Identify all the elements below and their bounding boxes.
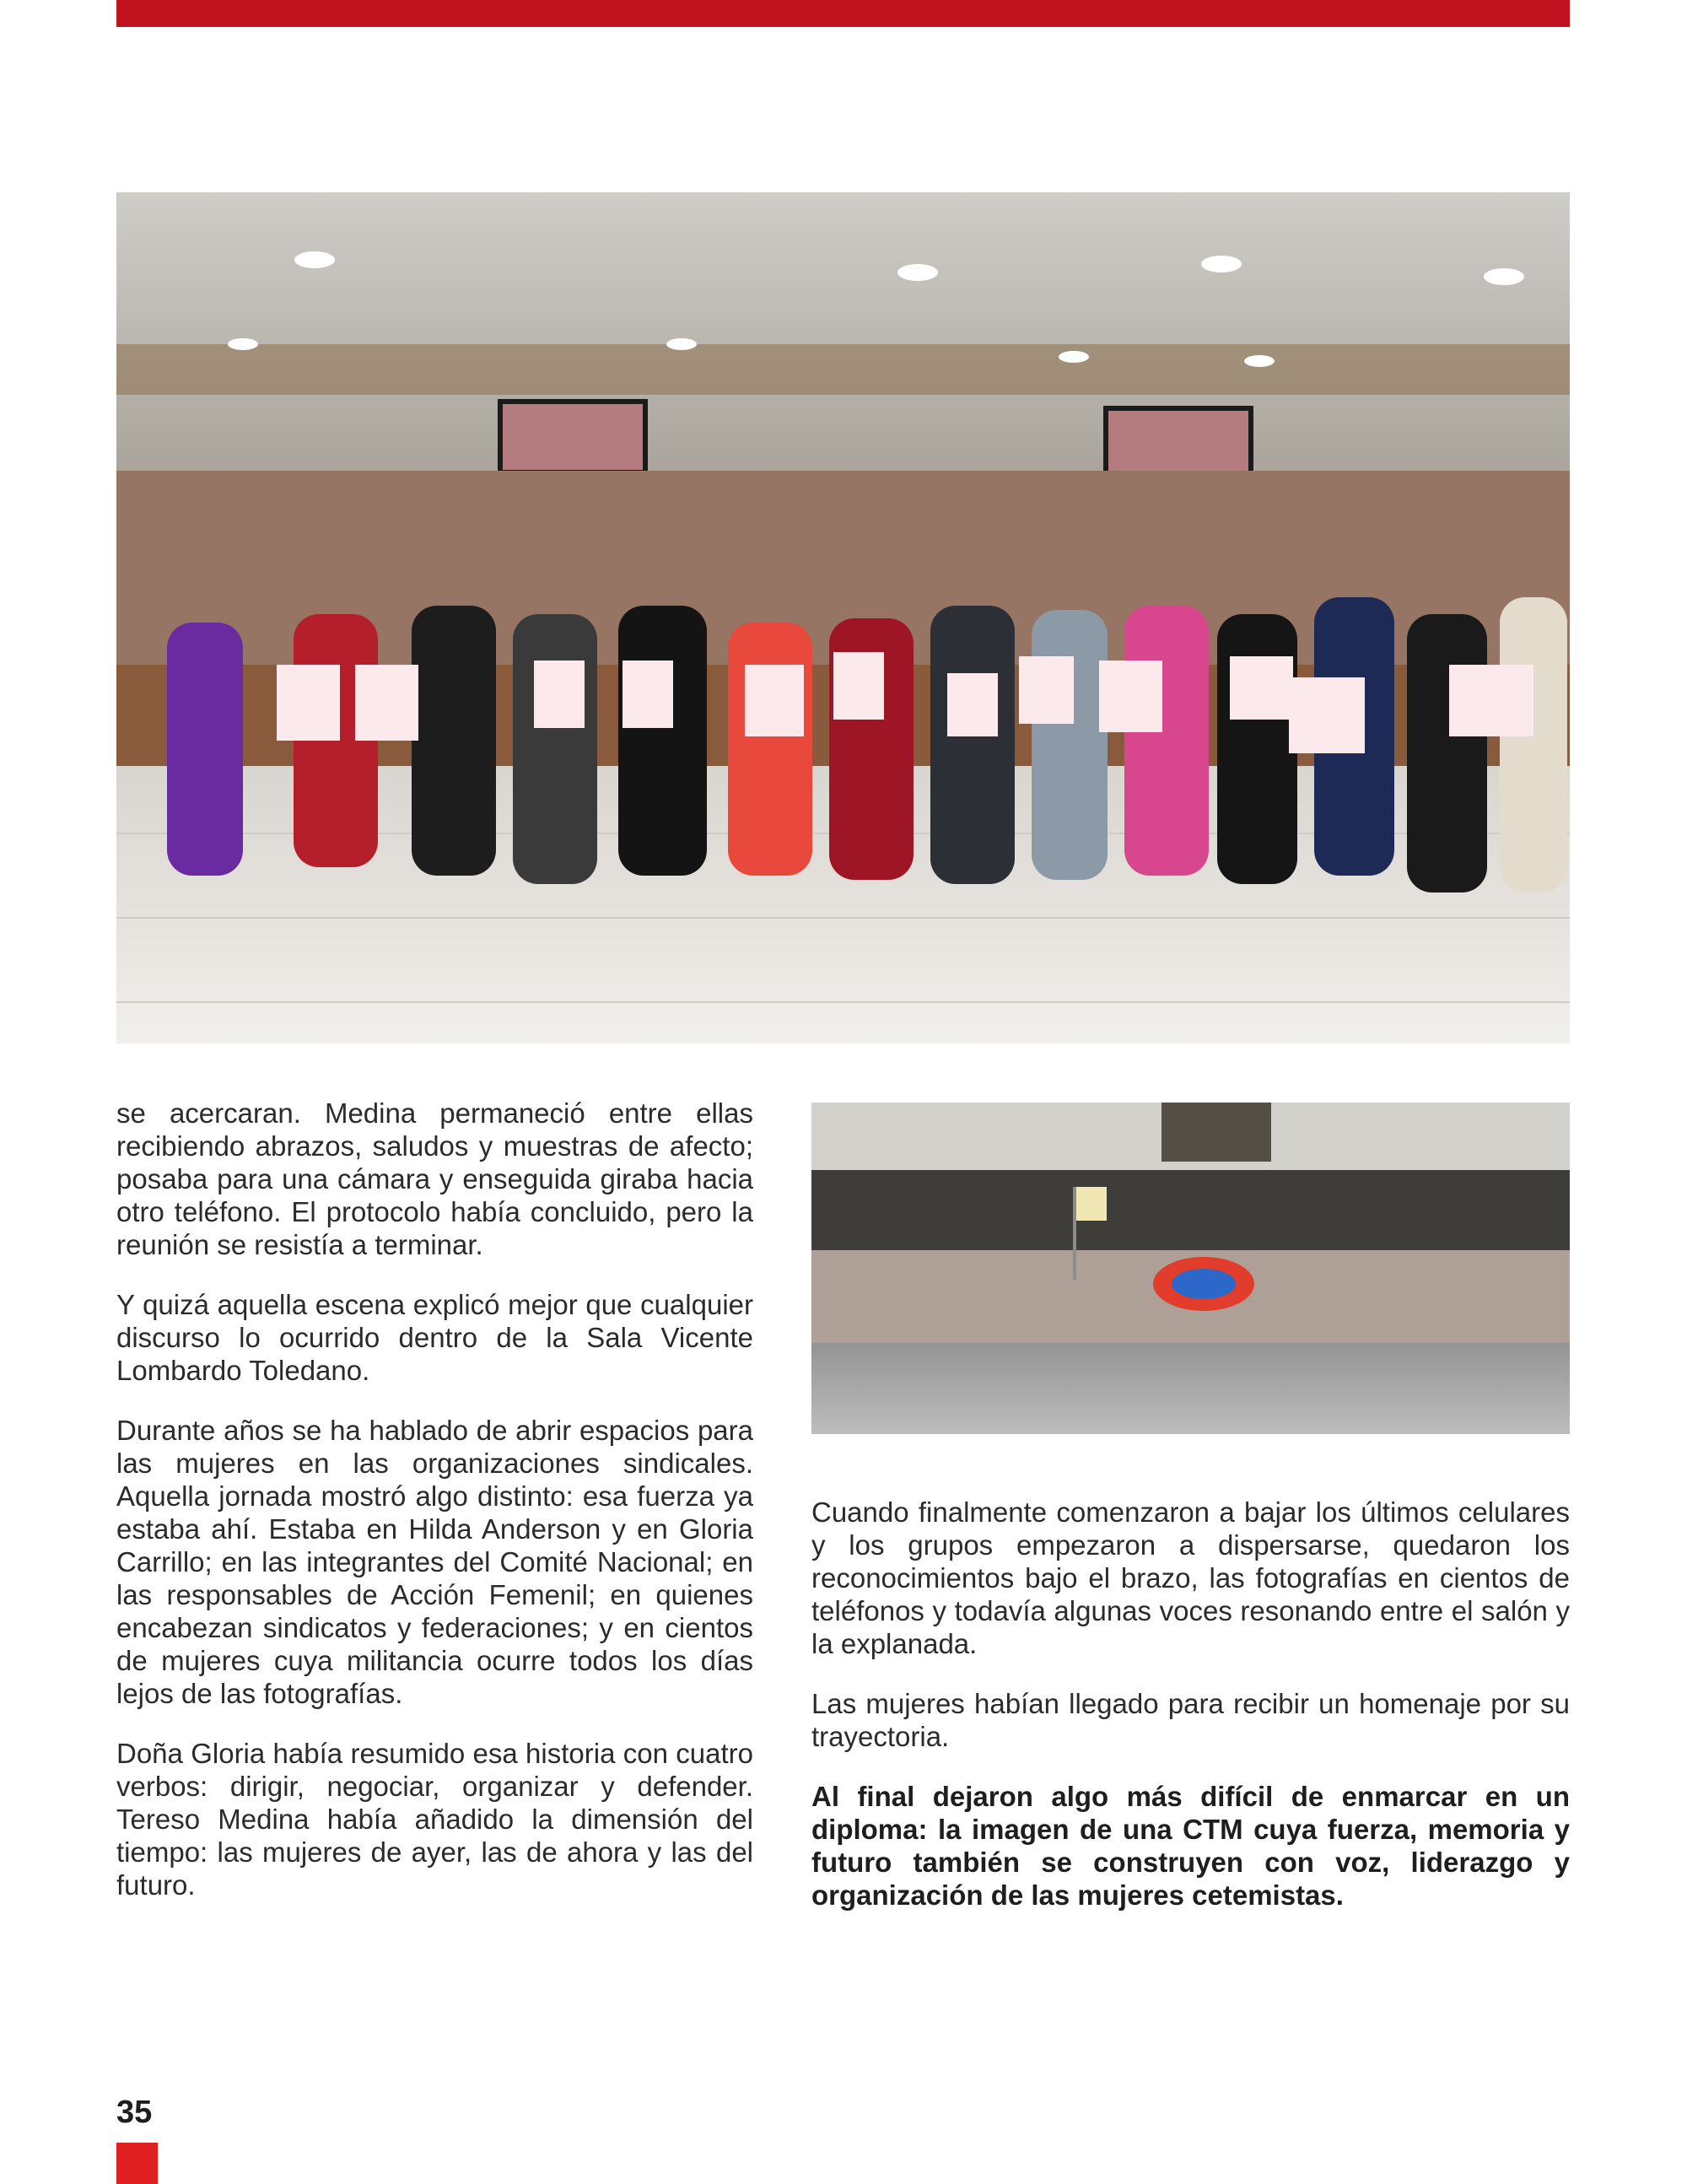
page-corner-mark	[116, 2143, 158, 2184]
page-number: 35	[116, 2095, 153, 2130]
paragraph: Cuando finalmente comenzaron a bajar los últimos celulares y los grupos empezaron a dispersarse, quedaron los reconocimientos bajo el brazo, las fotografías en cientos de teléfonos y todavía algunas voces resonando entre el salón y la explanada.	[811, 1496, 1570, 1659]
right-text-column	[811, 1496, 1570, 1939]
paragraph: Y quizá aquella escena explicó mejor que cualquier discurso lo ocurrido dentro de la Sala Vicente Lombardo Toledano.	[116, 1289, 753, 1386]
main-event-photo	[116, 192, 1570, 1043]
left-text-column	[116, 1097, 753, 1928]
closing-paragraph: Al final dejaron algo más difícil de enmarcar en un diploma: la imagen de una CTM cuya fuerza, memoria y futuro también se construyen con voz, liderazgo y organización de las mujeres cetemistas.	[811, 1781, 1570, 1911]
paragraph: se acercaran. Medina permaneció entre ellas recibiendo abrazos, saludos y muestras de afecto; posaba para una cámara y enseguida giraba hacia otro teléfono. El protocolo había concluido, pero la reunión se resistía a terminar.	[116, 1097, 753, 1260]
paragraph: Las mujeres habían llegado para recibir un homenaje por su trayectoria.	[811, 1688, 1570, 1752]
group-photo	[811, 1103, 1570, 1434]
main-photo-illustration	[116, 192, 1570, 1043]
header-accent-bar	[116, 0, 1570, 27]
group-photo-illustration	[811, 1103, 1570, 1434]
paragraph: Doña Gloria había resumido esa historia con cuatro verbos: dirigir, negociar, organizar y defender. Tereso Medina había añadido la dimensión del tiempo: las mujeres de ayer, las de ahora y las del futuro.	[116, 1738, 753, 1901]
paragraph: Durante años se ha hablado de abrir espacios para las mujeres en las organizaciones sindicales. Aquella jornada mostró algo distinto: esa fuerza ya estaba ahí. Estaba en Hilda Anderson y en Gloria Carrillo; en las integrantes del Comité Nacional; en las responsables de Acción Femenil; en quienes encabezan sindicatos y federaciones; y en cientos de mujeres cuya militancia ocurre todos los días lejos de las fotografías.	[116, 1415, 753, 1709]
